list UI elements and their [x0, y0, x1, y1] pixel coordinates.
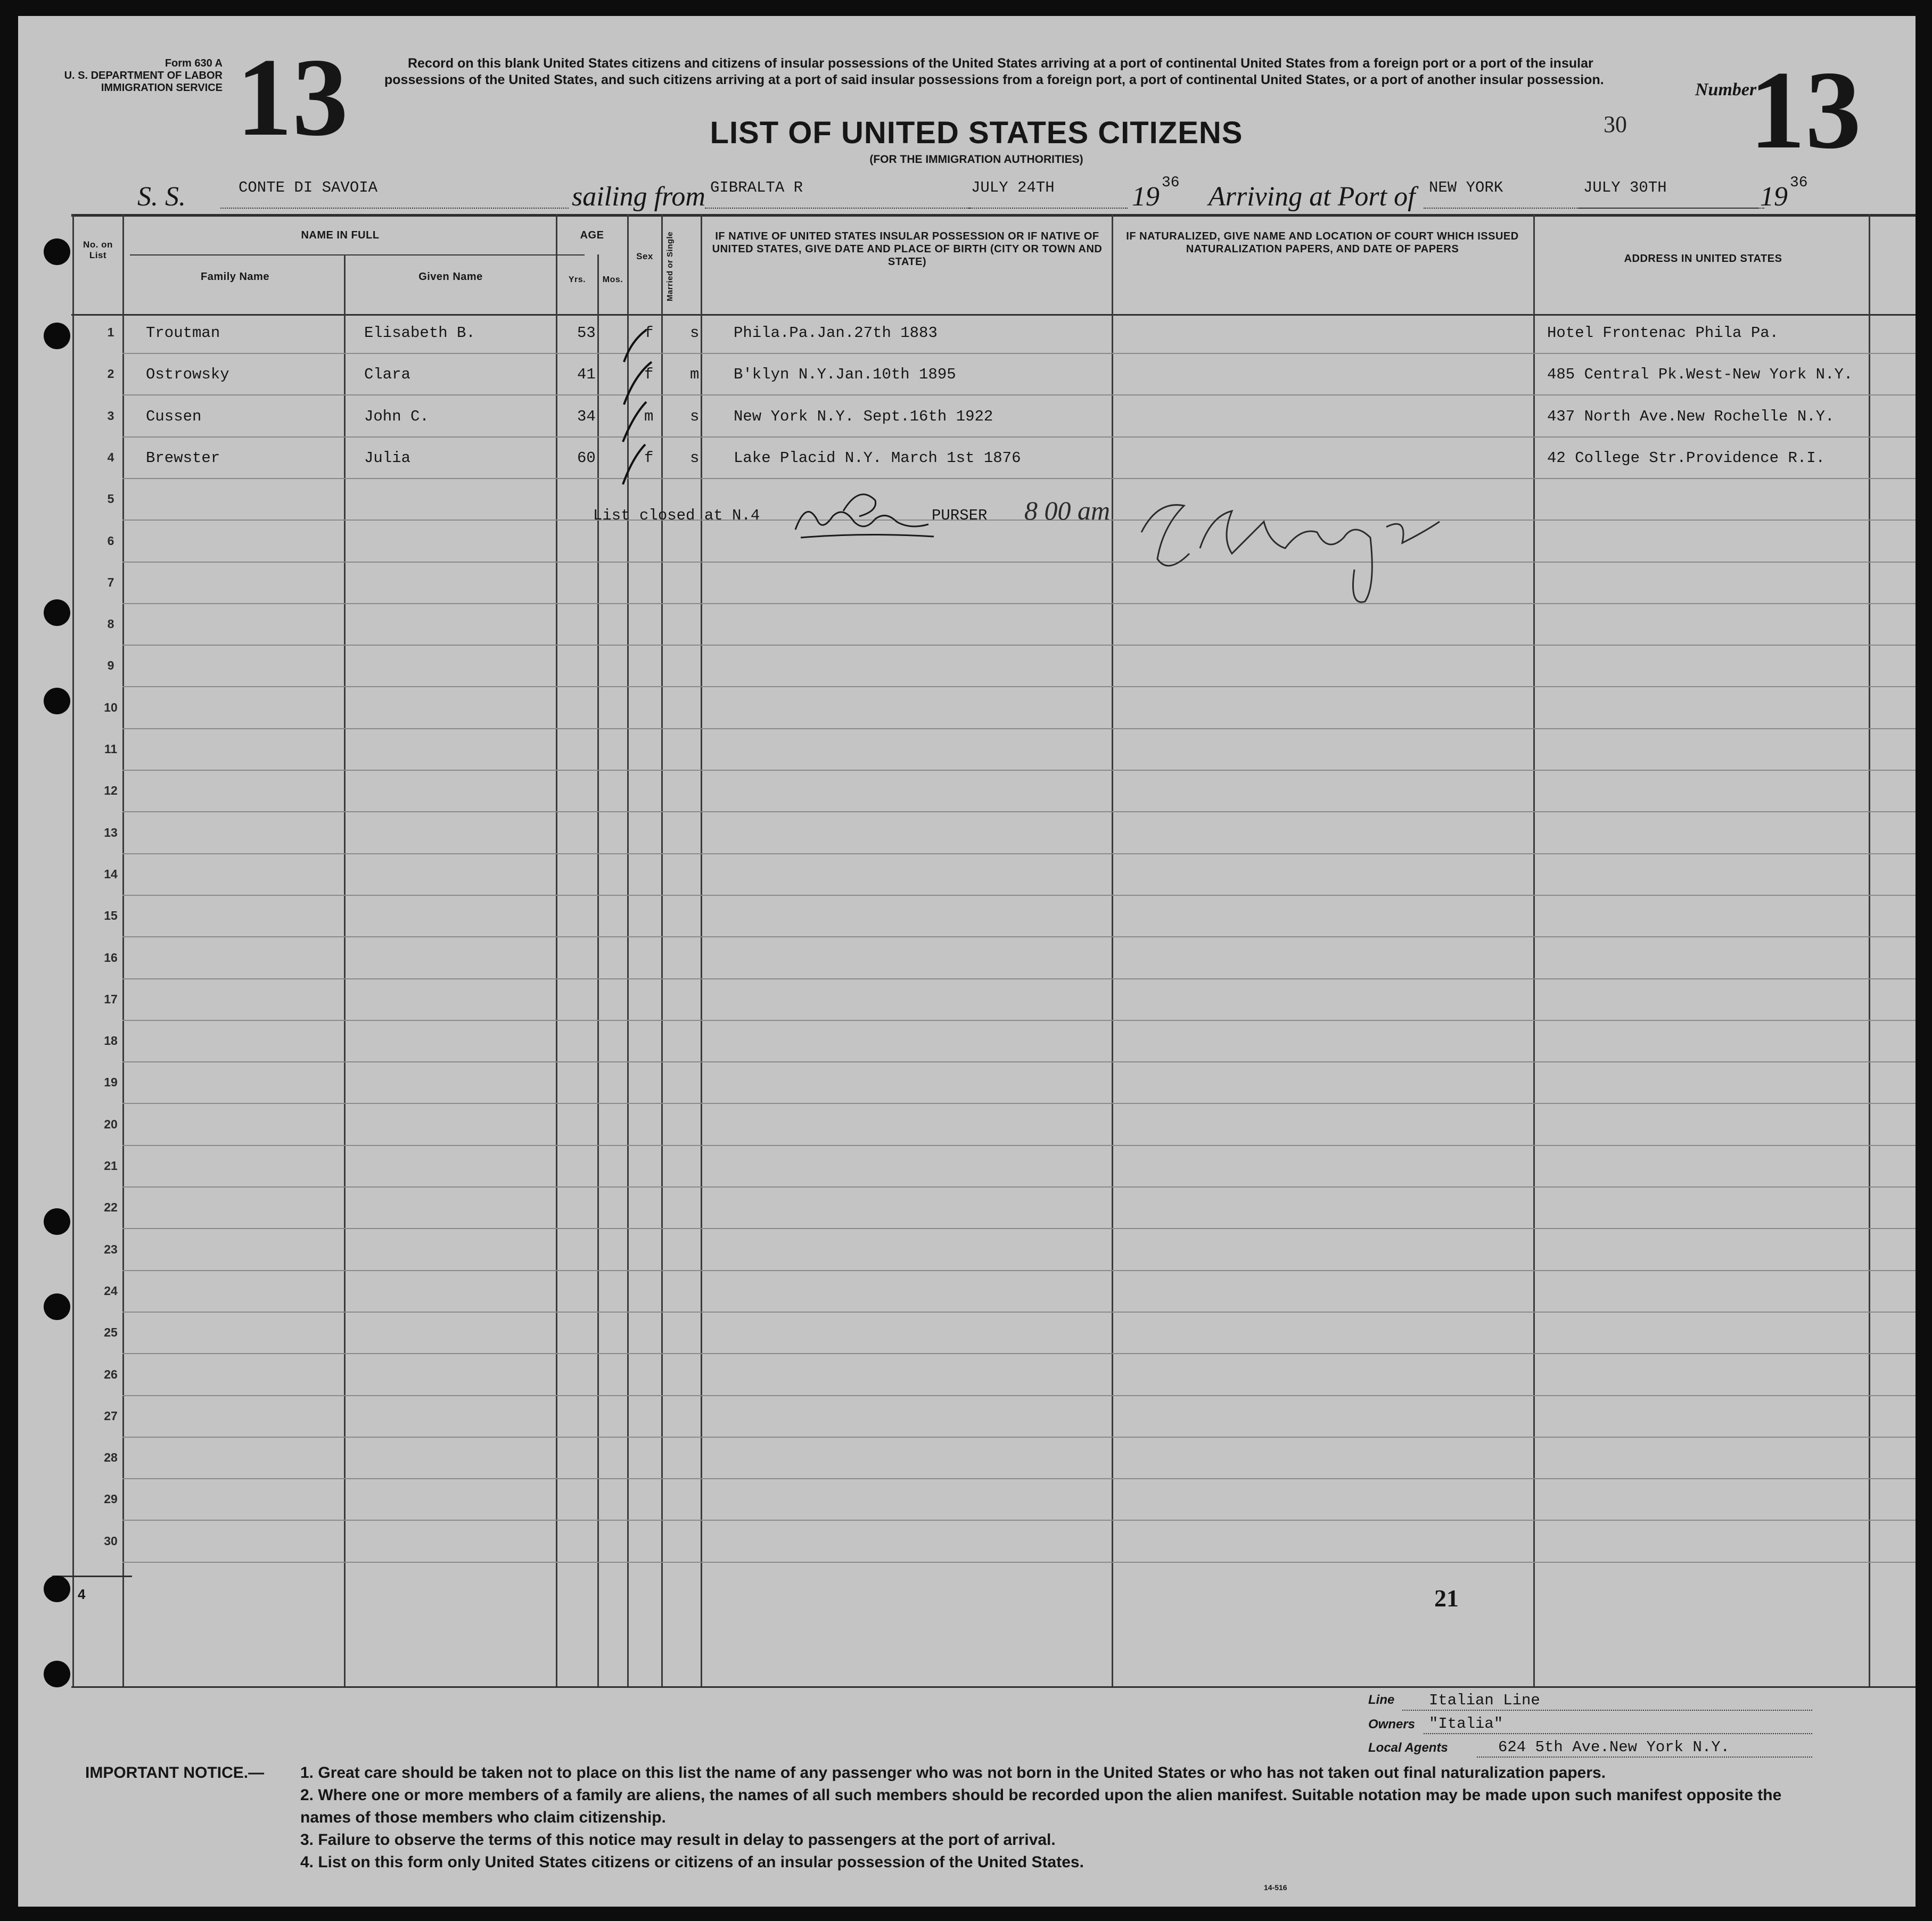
row-number: 19	[104, 1075, 118, 1090]
ship-name: CONTE DI SAVOIA	[239, 179, 378, 196]
row-number: 8	[107, 617, 114, 631]
passenger-sex: f	[644, 366, 654, 384]
row-number: 26	[104, 1367, 118, 1381]
row-number: 15	[104, 909, 118, 923]
punch-hole	[44, 1208, 70, 1235]
form-number: Form 630 A	[165, 57, 223, 69]
print-code: 14-516	[1264, 1883, 1287, 1892]
passenger-yrs: 41	[577, 366, 596, 384]
agents-label: Local Agents	[1368, 1741, 1448, 1755]
inspector-signature	[1125, 484, 1456, 612]
col-line-4	[597, 254, 599, 1687]
notice-2: 2. Where one or more members of a family are aliens, the names of all such members should be recorded upon the alien manifest. Suitable notation may be made upon such manifest opposite the names of those members who claim citizenship.	[300, 1786, 1782, 1826]
row-number: 12	[104, 784, 118, 798]
row-number: 14	[104, 867, 118, 881]
row-number: 24	[104, 1283, 118, 1298]
passenger-yrs: 60	[577, 449, 596, 467]
row-number: 21	[104, 1159, 118, 1173]
passenger-yrs: 34	[577, 407, 596, 425]
punch-hole	[44, 1661, 70, 1687]
col-line-9	[1533, 214, 1535, 1687]
header-naturalized: IF NATURALIZED, GIVE NAME AND LOCATION OF COURT WHICH ISSUED NATURALIZATION PAPERS, AND DATE OF PAPERS	[1126, 230, 1519, 255]
header-bottom-border	[71, 314, 1915, 316]
row-number: 18	[104, 1034, 118, 1048]
row-rule	[122, 1145, 1915, 1146]
row-number: 29	[104, 1492, 118, 1506]
header-sex: Sex	[636, 251, 653, 261]
row-rule	[122, 1395, 1915, 1396]
date-to: JULY 30TH	[1583, 179, 1667, 196]
number-label: Number	[1695, 80, 1757, 100]
row-rule	[122, 978, 1915, 979]
year-suffix-2: 36	[1790, 175, 1808, 191]
row-rule	[122, 1270, 1915, 1271]
instructions-text: Record on this blank United States citizens and citizens of insular possessions of the United States arriving at a port of continental United States from a foreign port or a port of the insular possessions of the United States, and such citizens arriving at a port of said insular possessions from a foreign port, a port of continental United States, or a port of another insular possession.	[384, 56, 1604, 87]
row-number: 7	[107, 575, 114, 589]
row-rule	[122, 811, 1915, 812]
header-family-name: Family Name	[201, 271, 269, 283]
passenger-birth: Lake Placid N.Y. March 1st 1876	[734, 449, 1021, 467]
handwritten-check-marks	[609, 325, 673, 527]
row-number: 4	[107, 450, 114, 464]
row-number: 17	[104, 992, 118, 1006]
passenger-birth: New York N.Y. Sept.16th 1922	[734, 407, 993, 425]
row-rule	[122, 936, 1915, 937]
passenger-given: John C.	[364, 407, 429, 425]
purser-label: PURSER	[932, 507, 988, 524]
row-rule	[122, 728, 1915, 729]
row-number: 16	[104, 950, 118, 964]
row-number: 5	[107, 492, 114, 506]
passenger-given: Elisabeth B.	[364, 324, 475, 342]
row-rule	[122, 1437, 1915, 1438]
row-rule	[122, 770, 1915, 771]
row-rule	[122, 1520, 1915, 1521]
agents-underline	[1477, 1757, 1812, 1758]
row-number: 6	[107, 533, 114, 548]
passenger-sex: f	[644, 324, 654, 342]
page-subtitle: (FOR THE IMMIGRATION AUTHORITIES)	[869, 153, 1083, 166]
row-rule	[122, 1228, 1915, 1229]
row-number: 23	[104, 1242, 118, 1256]
port-to: NEW YORK	[1429, 179, 1503, 196]
row-rule	[122, 520, 1915, 521]
notice-4: 4. List on this form only United States citizens or citizens of an insular possession of the United States.	[300, 1853, 1084, 1871]
row-number: 1	[107, 325, 114, 339]
row-rule	[122, 1312, 1915, 1313]
row-number: 30	[104, 1533, 118, 1548]
service-name: IMMIGRATION SERVICE	[101, 82, 223, 94]
header-birth: IF NATIVE OF UNITED STATES INSULAR POSSESSION OR IF NATIVE OF UNITED STATES, GIVE DATE AND PLACE OF BIRTH (CITY OR TOWN AND STATE)	[712, 230, 1103, 268]
year-prefix-2: 19	[1760, 182, 1788, 212]
name-age-subheader-line	[130, 254, 585, 255]
owners-underline	[1424, 1733, 1812, 1734]
year-suffix-1: 36	[1162, 175, 1180, 191]
row-rule	[122, 686, 1915, 687]
passenger-birth: B'klyn N.Y.Jan.10th 1895	[734, 366, 956, 384]
header-married-or-single: Married or Single	[665, 231, 675, 301]
row-rule	[122, 436, 1915, 438]
header-name-in-full: NAME IN FULL	[301, 229, 380, 241]
owners-label: Owners	[1368, 1717, 1416, 1732]
page-title: LIST OF UNITED STATES CITIZENS	[710, 116, 1243, 150]
passenger-marital: m	[690, 366, 700, 384]
port-from: GIBRALTA R	[710, 179, 803, 196]
header-age: AGE	[580, 229, 604, 241]
total-rule	[52, 1576, 132, 1577]
row-rule	[122, 853, 1915, 854]
passenger-family: Cussen	[146, 407, 202, 425]
passenger-family: Brewster	[146, 449, 220, 467]
handwritten-30: 30	[1604, 111, 1627, 137]
row-number: 9	[107, 658, 114, 673]
row-number: 25	[104, 1325, 118, 1340]
row-rule	[122, 1061, 1915, 1062]
col-line-3	[556, 214, 557, 1687]
port-from-underline	[705, 208, 971, 209]
row-rule	[122, 895, 1915, 896]
list-closed-text: List closed at N.4	[593, 507, 760, 524]
row-rule	[122, 1020, 1915, 1021]
passenger-family: Ostrowsky	[146, 366, 229, 384]
row-number: 28	[104, 1450, 118, 1465]
stamp-number: 21	[1434, 1585, 1459, 1612]
row-rule	[122, 1562, 1915, 1563]
punch-hole	[44, 238, 70, 265]
col-line-10	[1869, 214, 1870, 1687]
row-number: 27	[104, 1408, 118, 1423]
notice-3: 3. Failure to observe the terms of this notice may result in delay to passengers at the port of arrival.	[300, 1831, 1056, 1849]
date-to-underline	[1578, 208, 1759, 209]
year-prefix-1: 19	[1132, 182, 1160, 212]
date-from-underline	[968, 208, 1128, 209]
row-rule	[122, 1103, 1915, 1104]
passenger-marital: s	[690, 449, 700, 467]
passenger-address: 485 Central Pk.West-New York N.Y.	[1547, 366, 1853, 384]
line-label: Line	[1368, 1693, 1395, 1707]
punch-hole	[44, 1576, 70, 1602]
header-yrs: Yrs.	[568, 275, 586, 284]
total-count: 4	[78, 1586, 86, 1602]
closing-time-handwritten: 8 00 am	[1024, 496, 1111, 525]
passenger-sex: m	[644, 407, 654, 425]
passenger-sex: f	[644, 449, 654, 467]
col-line-7	[701, 214, 702, 1687]
passenger-given: Julia	[364, 449, 411, 467]
punch-hole	[44, 599, 70, 626]
list-number-left: 13	[236, 36, 348, 159]
row-rule	[122, 1353, 1915, 1354]
row-rule	[122, 562, 1915, 563]
punch-hole	[44, 688, 70, 714]
punch-hole	[44, 323, 70, 349]
table-bottom-border	[71, 1686, 1915, 1688]
notice-1: 1. Great care should be taken not to place on this list the name of any passenger who was not born in the United States or who has not taken out final naturalization papers.	[300, 1764, 1606, 1782]
row-rule	[122, 603, 1915, 604]
header-given-name: Given Name	[418, 271, 483, 283]
passenger-given: Clara	[364, 366, 411, 384]
manifest-sheet	[18, 16, 1915, 1907]
header-mos: Mos.	[602, 275, 623, 284]
passenger-family: Troutman	[146, 324, 220, 342]
passenger-address: 437 North Ave.New Rochelle N.Y.	[1547, 407, 1835, 425]
row-number: 13	[104, 825, 118, 839]
passenger-marital: s	[690, 324, 700, 342]
sailing-from-label: sailing from	[572, 182, 705, 212]
col-line-0	[72, 214, 74, 1687]
owners-value: "Italia"	[1429, 1715, 1503, 1733]
line-underline	[1402, 1710, 1812, 1711]
passenger-address: Hotel Frontenac Phila Pa.	[1547, 324, 1779, 342]
ss-label: S. S.	[137, 182, 186, 212]
punch-hole	[44, 1293, 70, 1320]
row-number: 11	[104, 742, 118, 756]
passenger-birth: Phila.Pa.Jan.27th 1883	[734, 324, 938, 342]
col-line-8	[1112, 214, 1113, 1687]
header-address: ADDRESS IN UNITED STATES	[1624, 253, 1782, 265]
ship-underline	[220, 208, 569, 209]
notice-label: IMPORTANT NOTICE.—	[85, 1764, 265, 1782]
purser-signature	[785, 479, 944, 559]
date-from: JULY 24TH	[971, 179, 1055, 196]
row-number: 3	[107, 408, 114, 423]
row-rule	[122, 1478, 1915, 1479]
row-rule	[122, 1186, 1915, 1188]
row-number: 2	[107, 367, 114, 381]
department-name: U. S. DEPARTMENT OF LABOR	[64, 70, 223, 81]
row-rule	[122, 645, 1915, 646]
row-rule	[122, 394, 1915, 395]
header-no-on-list: No. on List	[83, 240, 113, 260]
row-number: 22	[104, 1200, 118, 1215]
col-line-2	[344, 254, 346, 1687]
list-number-right: 13	[1749, 48, 1861, 172]
agents-value: 624 5th Ave.New York N.Y.	[1498, 1738, 1730, 1756]
row-rule	[122, 353, 1915, 354]
arriving-label: Arriving at Port of	[1208, 182, 1416, 212]
form-identifier	[63, 57, 223, 94]
passenger-address: 42 College Str.Providence R.I.	[1547, 449, 1826, 467]
passenger-yrs: 53	[577, 324, 596, 342]
row-number: 10	[104, 700, 118, 714]
table-top-border	[71, 214, 1915, 217]
line-value: Italian Line	[1429, 1692, 1540, 1709]
row-rule	[122, 478, 1915, 479]
passenger-marital: s	[690, 407, 700, 425]
row-number: 20	[104, 1117, 118, 1131]
